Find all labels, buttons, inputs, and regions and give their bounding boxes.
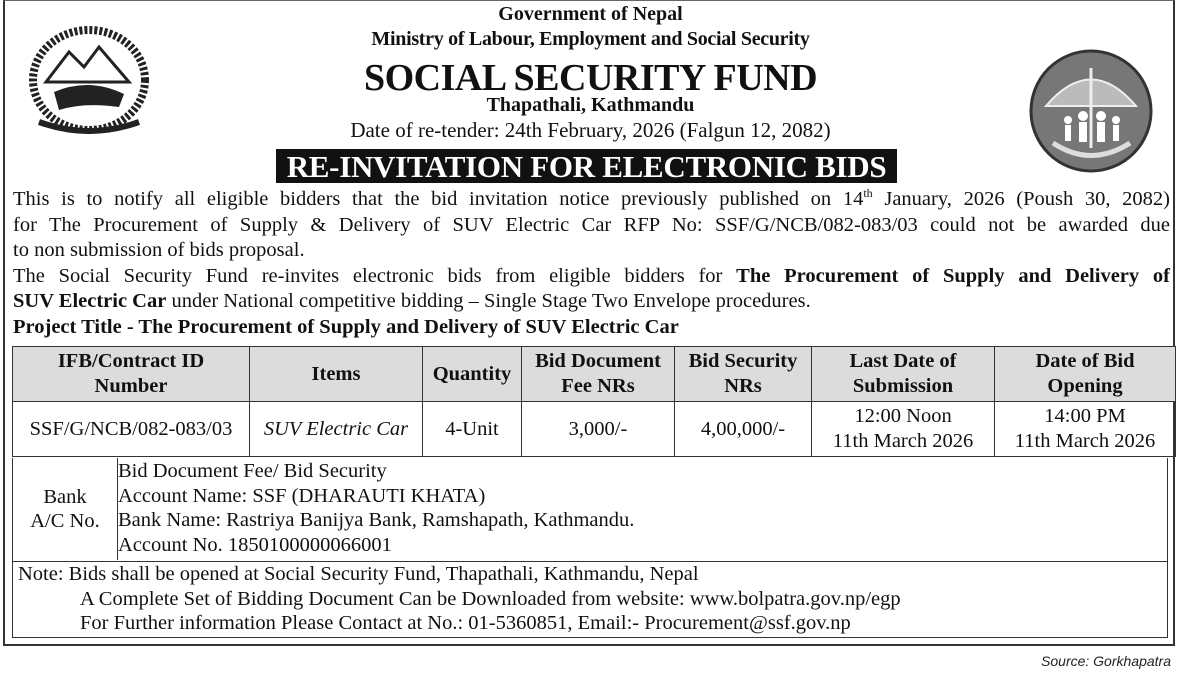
col-header: Bid Security NRs: [675, 347, 812, 402]
note-section: [12, 562, 1168, 638]
intro-paragraph: [13, 187, 1170, 340]
text-bold: SUV Electric Car: [13, 290, 167, 312]
note-line: For Further information Please Contact at No.: 01-5360851, Email:- Procurement@ssf.gov.np: [80, 612, 851, 634]
project-title: [13, 315, 1170, 341]
intro-line: [13, 289, 1170, 315]
text: The Social Security Fund re-invites electronic bids from eligible bidders for: [13, 264, 737, 287]
bank-info: [118, 459, 634, 557]
superscript: th: [863, 186, 873, 201]
note-line: A Complete Set of Bidding Document Can be Downloaded from website: www.bolpatra.gov.np/egp: [80, 587, 901, 610]
notice-banner: RE-INVITATION FOR ELECTRONIC BIDS: [276, 149, 897, 183]
col-header: Items: [250, 347, 423, 402]
table-header-row: [13, 347, 1176, 402]
retender-date: Date of re-tender: 24th February, 2026 (Falgun 12, 2082): [350, 118, 831, 142]
col-header: Quantity: [423, 347, 522, 402]
note-line: Note: Bids shall be opened at Social Security Fund, Thapathali, Kathmandu, Nepal: [18, 563, 699, 585]
item-cell: SUV Electric Car: [250, 402, 423, 457]
table-row: [13, 402, 1176, 457]
bank-line: Bid Document Fee/ Bid Security: [118, 460, 387, 482]
government-heading: Government of Nepal: [498, 3, 683, 25]
bank-label: Bank A/C No.: [13, 458, 118, 560]
intro-line: for The Procurement of Supply & Delivery of SUV Electric Car RFP No: SSF/G/NCB/082-083/03 could not be awarded due: [13, 213, 1170, 236]
source-credit: Source: Gorkhapatra: [1041, 653, 1171, 669]
opening-date-cell: 14:00 PM 11th March 2026: [995, 402, 1176, 457]
col-header: Bid Document Fee NRs: [522, 347, 675, 402]
col-header: Date of Bid Opening: [995, 347, 1176, 402]
bank-details: [12, 458, 1168, 562]
text-bold: Project Title - The Procurement of Supply and Delivery of SUV Electric Car: [13, 315, 679, 338]
bid-table: [12, 346, 1176, 457]
text: This is to notify all eligible bidders that the bid invitation notice previously published on 14: [13, 188, 864, 210]
bank-line: Bank Name: Rastriya Banijya Bank, Ramshapath, Kathmandu.: [118, 509, 635, 531]
bank-line: Account Name: SSF (DHARAUTI KHATA): [118, 484, 486, 507]
intro-line: to non submission of bids proposal.: [13, 239, 305, 261]
intro-line: [13, 187, 1170, 213]
ministry-heading: Ministry of Labour, Employment and Social Security: [371, 28, 810, 50]
intro-line: [13, 264, 1170, 290]
contract-id-cell: SSF/G/NCB/082-083/03: [13, 402, 250, 457]
organization-address: Thapathali, Kathmandu: [486, 94, 695, 116]
organization-title: SOCIAL SECURITY FUND: [363, 57, 818, 99]
bank-line: Account No. 1850100000066001: [118, 533, 392, 556]
quantity-cell: 4-Unit: [423, 402, 522, 457]
last-date-cell: 12:00 Noon 11th March 2026: [812, 402, 995, 457]
text: January, 2026 (Poush 30, 2082): [872, 188, 1170, 210]
col-header: IFB/Contract ID Number: [13, 347, 250, 402]
text-bold: The Procurement of Supply and Delivery of: [736, 264, 1170, 287]
fee-cell: 3,000/-: [522, 402, 675, 457]
col-header: Last Date of Submission: [812, 347, 995, 402]
security-cell: 4,00,000/-: [675, 402, 812, 457]
text: under National competitive bidding – Single Stage Two Envelope procedures.: [166, 290, 811, 312]
